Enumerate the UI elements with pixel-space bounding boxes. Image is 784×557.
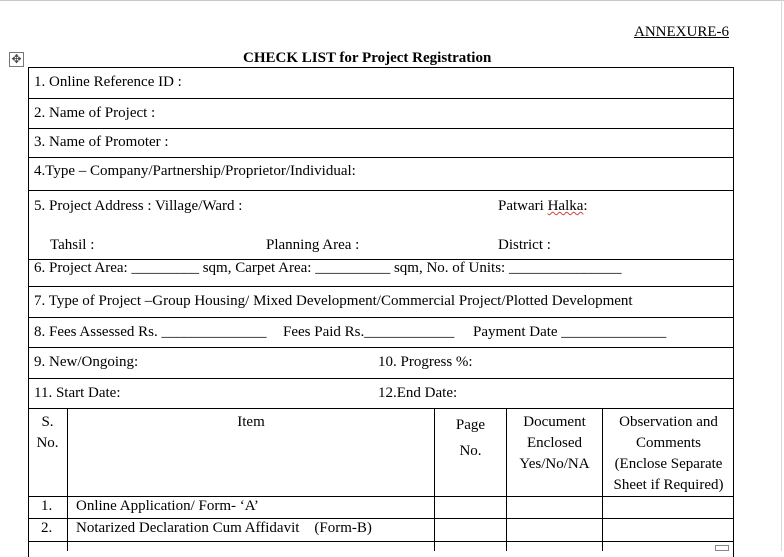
payment-date-label: Payment Date ______________: [473, 324, 667, 340]
tahsil-label: Tahsil :: [50, 237, 95, 253]
new-ongoing-label: 9. New/Ongoing:: [34, 354, 139, 370]
header-document-enclosed: Document Enclosed Yes/No/NA: [519, 414, 590, 472]
progress-label: 10. Progress %:: [378, 354, 473, 370]
item-2-text: Notarized Declaration Cum Affidavit (Form-B): [76, 520, 372, 536]
header-item: Item: [237, 414, 265, 430]
row-divider: [28, 317, 734, 318]
end-date-label: 12.End Date:: [378, 385, 458, 401]
patwari-halka-label: Patwari Halka:: [498, 198, 588, 214]
promoter-name-label: 3. Name of Promoter :: [34, 134, 169, 150]
row-divider: [28, 496, 734, 497]
project-name-label: 2. Name of Project :: [34, 105, 156, 121]
row-divider: [28, 190, 734, 191]
row-divider: [28, 408, 734, 409]
project-type-label: 7. Type of Project –Group Housing/ Mixed Development/Commercial Project/Plotted Development: [34, 293, 633, 309]
table-move-handle-icon[interactable]: ✥: [9, 52, 24, 67]
project-address-label: 5. Project Address : Village/Ward :: [34, 198, 243, 214]
page-corner-marker: [715, 545, 729, 551]
fees-assessed-label: 8. Fees Assessed Rs. ______________: [34, 324, 267, 340]
page-title: CHECK LIST for Project Registration: [243, 50, 492, 66]
item-1-text: Online Application/ Form- ‘A’: [76, 498, 259, 514]
row-divider: [28, 286, 734, 287]
row-divider: [28, 128, 734, 129]
row-divider: [28, 157, 734, 158]
annexure-label: ANNEXURE-6: [634, 24, 729, 40]
page-right-border: [781, 0, 782, 551]
fees-paid-label: Fees Paid Rs.____________: [283, 324, 455, 340]
project-area-label: 6. Project Area: _________ sqm, Carpet Area: __________ sqm, No. of Units: _______________: [34, 260, 622, 276]
planning-area-label: Planning Area :: [266, 237, 360, 253]
row-divider: [28, 98, 734, 99]
item-2-sno: 2.: [41, 520, 53, 536]
item-1-sno: 1.: [41, 498, 53, 514]
header-observation: Observation and Comments (Enclose Separate Sheet if Required): [613, 414, 724, 493]
row-divider: [28, 541, 734, 542]
online-reference-id-label: 1. Online Reference ID :: [34, 74, 182, 90]
page-top-border: [0, 0, 784, 1]
district-label: District :: [498, 237, 551, 253]
row-divider: [28, 378, 734, 379]
header-sno: S. No.: [36, 414, 59, 451]
row-divider: [28, 347, 734, 348]
type-label: 4.Type – Company/Partnership/Proprietor/Individual:: [34, 163, 356, 179]
header-page-no: Page No.: [455, 417, 486, 459]
row-divider: [28, 518, 734, 519]
start-date-label: 11. Start Date:: [34, 385, 121, 401]
